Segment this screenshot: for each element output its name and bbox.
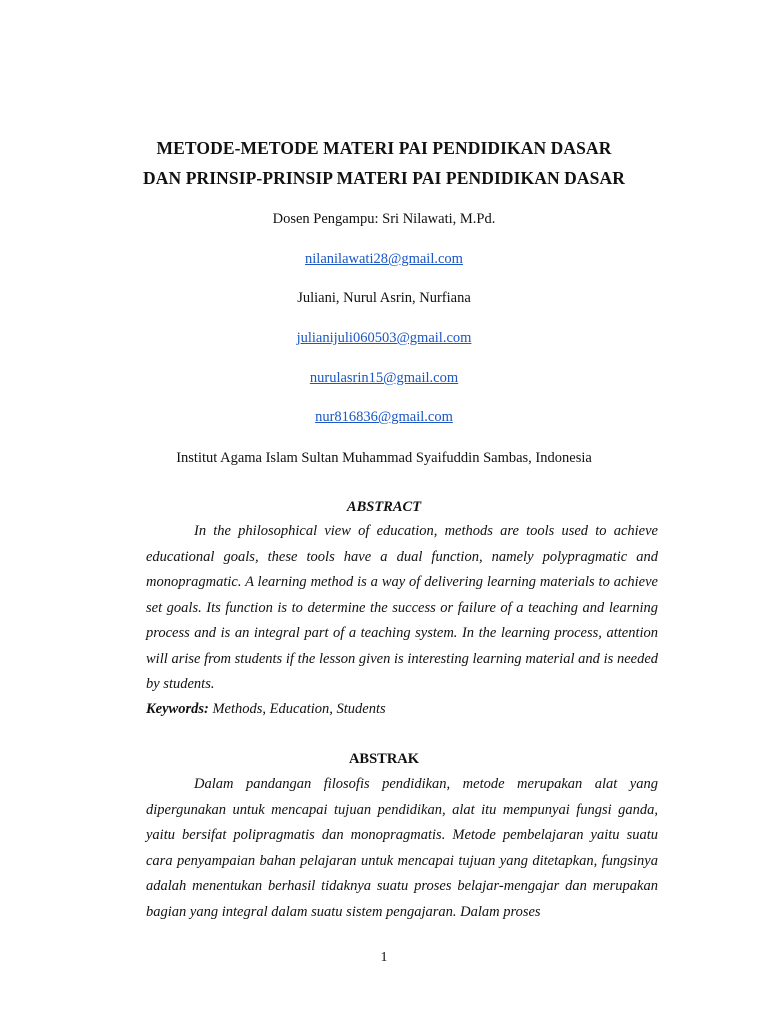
lecturer-line: Dosen Pengampu: Sri Nilawati, M.Pd. (272, 211, 496, 227)
author-email-link[interactable]: nur816836@gmail.com (315, 409, 453, 425)
abstrak-heading: ABSTRAK (348, 751, 420, 767)
author-email-row-1 (0, 330, 768, 347)
institution: Institut Agama Islam Sultan Muhammad Syaifuddin Sambas, Indonesia (176, 450, 592, 466)
lecturer-email-link[interactable]: nilanilawati28@gmail.com (305, 251, 463, 267)
author-names: Juliani, Nurul Asrin, Nurfiana (297, 290, 471, 306)
author-email-link[interactable]: nurulasrin15@gmail.com (309, 370, 459, 386)
author-email-row-2 (0, 370, 768, 387)
keywords-line (146, 701, 658, 718)
paper-title-line-2: DAN PRINSIP-PRINSIP MATERI PAI PENDIDIKAN DASAR (143, 168, 625, 188)
page-number: 1 (380, 950, 388, 965)
author-email-link[interactable]: julianijuli060503@gmail.com (296, 330, 472, 346)
author-email-row-3 (0, 409, 768, 426)
keywords-label: Keywords: (146, 701, 209, 717)
abstract-body: In the philosophical view of education, methods are tools used to achieve educational goals, these tools have a dual function, namely polypragmatic and monopragmatic. A learning method is a way of delivering learning materials to achieve set goals. Its function is to determine the success or failure of a teaching and learning process and is an integral part of a teaching system. In the learning process, attention will arise from students if the lesson given is interesting learning material and is needed by students. (146, 523, 658, 692)
paper-title-line-1: METODE-METODE MATERI PAI PENDIDIKAN DASAR (156, 138, 612, 158)
lecturer-email-row (0, 251, 768, 268)
keywords-values: Methods, Education, Students (212, 701, 386, 717)
abstrak-body: Dalam pandangan filosofis pendidikan, metode merupakan alat yang dipergunakan untuk mencapai tujuan pendidikan, alat itu mempunyai fungsi ganda, yaitu bersifat polipragmatis dan monopragmatis. Metode pembelajaran yaitu suatu cara penyampaian bahan pelajaran untuk mencapai tujuan yang ditetapkan, fungsinya adalah menentukan berhasil tidaknya suatu proses belajar-mengajar dan merupakan bagian yang integral dalam suatu sistem pengajaran. Dalam proses (146, 776, 658, 920)
abstract-heading: ABSTRACT (346, 499, 422, 515)
